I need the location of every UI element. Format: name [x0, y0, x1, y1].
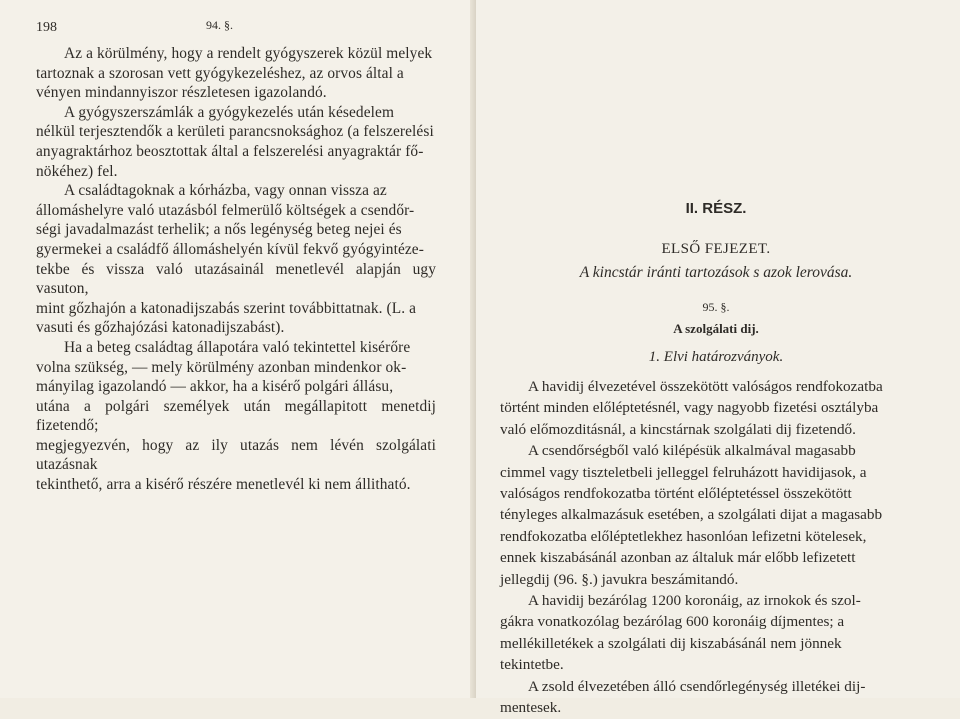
paragraph	[500, 676, 932, 719]
text-line: A zsold élvezetében álló csendőrlegénység illetékei dij-	[528, 677, 866, 695]
text-line: mányilag igazolandó — akkor, ha a kisérő polgári állásu,	[36, 378, 394, 396]
page-number: 198	[36, 20, 57, 35]
text-line: Az a körülmény, hogy a rendelt gyógyszerek közül melyek	[64, 45, 433, 62]
text-line: tartoznak a szorosan vett gyógykezeléshez, az orvos által a	[36, 64, 404, 82]
text-line: mint gőzhajón a katonadijszabás szerint továbbittatnak. (L. a	[36, 299, 417, 317]
paragraph	[500, 590, 932, 676]
text-line: vényen mindannyiszor részletesen igazolandó.	[36, 84, 327, 102]
section-title: A szolgálati dij.	[673, 321, 759, 336]
text-line: cimmel vagy tiszteletbeli jelleggel felruházott havidijasok, a	[500, 463, 867, 481]
section-number: 95. §.	[702, 300, 730, 314]
text-line: tekbe és vissza való utazásainál menetlevél alapján ugy vasuton,	[36, 260, 436, 298]
chapter-subtitle: A kincstár iránti tartozások s azok lerovása.	[579, 264, 853, 281]
chapter-title: ELSŐ FEJEZET.	[661, 241, 771, 257]
text-line: állomáshelyre való utazásból felmerülő költségek a csendőr-	[36, 201, 415, 219]
text-line: nökéhez) fel.	[36, 162, 118, 180]
text-line: A havidij élvezetével összekötött valóságos rendfokozatba	[528, 378, 883, 395]
paragraph	[36, 44, 436, 103]
paragraph	[500, 440, 932, 590]
text-line: Ha a beteg családtag állapotára való tekintettel kisérőre	[64, 338, 411, 356]
left-page	[0, 0, 476, 698]
text-line: A gyógyszerszámlák a gyógykezelés után késedelem	[64, 103, 395, 121]
left-page-body	[36, 44, 436, 495]
paragraph	[36, 103, 436, 181]
section-heading: 94. §.	[206, 18, 233, 32]
text-line: A csendőrségből való kilépésük alkalmával magasabb	[528, 442, 856, 460]
text-line: volna szükség, — mely körülmény azonban mindenkor ok-	[36, 358, 407, 376]
text-line: tekintetbe.	[500, 656, 564, 674]
text-line: megjegyezvén, hogy az ily utazás nem lévén szolgálati utazásnak	[36, 436, 436, 474]
text-line: történt minden előléptetésnél, vagy nagyobb fizetési osztályba	[500, 399, 879, 417]
paragraph	[36, 181, 436, 338]
text-line: gyermekei a családfő állomáshelyén kívül fekvő gyógyintéze-	[36, 240, 424, 258]
text-line: gákra vonatkozólag bezárólag 600 koronáig díjmentes; a	[500, 613, 845, 631]
right-page-content	[500, 200, 932, 719]
text-line: ennek kiszabásánál azonban az általuk már előbb lefizetett	[500, 549, 856, 567]
paragraph	[500, 376, 932, 440]
text-line: rendfokozatba előléptetlekhez hasonlóan lefizetni kötelesek,	[500, 527, 867, 545]
text-line: való előmozditásnál, a kincstárnak szolgálati dij fizetendő.	[500, 420, 856, 438]
text-line: valóságos rendfokozatba történt előléptetéssel összekötött	[500, 485, 852, 503]
text-line: tényleges alkalmazásuk esetében, a szolgálati dijat a magasabb	[500, 506, 883, 524]
right-page-body	[500, 376, 932, 719]
text-line: A családtagoknak a kórházba, vagy onnan vissza az	[64, 182, 387, 200]
text-line: mellékilletékek a szolgálati dij kiszabásánál nem jönnek	[500, 634, 842, 652]
text-line: vasuti és gőzhajózási katonadijszabást).	[36, 319, 285, 337]
text-line: anyagraktárhoz beosztottak által a felszerelési anyagraktár fő-	[36, 142, 424, 160]
paragraph	[36, 338, 436, 495]
text-line: nélkül terjesztendők a kerületi parancsnoksághoz (a felszerelési	[36, 123, 434, 141]
subsection-title: 1. Elvi határozványok.	[648, 349, 784, 365]
text-line: tekinthető, arra a kisérő részére menetlevél ki nem állitható.	[36, 476, 411, 494]
text-line: mentesek.	[500, 699, 562, 717]
part-title: II. RÉSZ.	[685, 200, 747, 217]
text-line: jellegdij (96. §.) javukra beszámitandó.	[500, 570, 739, 588]
text-line: ségi javadalmazást terhelik; a nős legénység beteg nejei és	[36, 221, 402, 239]
text-line: utána a polgári személyek után megállapitott menetdij fizetendő;	[36, 397, 436, 435]
text-line: A havidij bezárólag 1200 koronáig, az irnokok és szol-	[528, 592, 861, 610]
